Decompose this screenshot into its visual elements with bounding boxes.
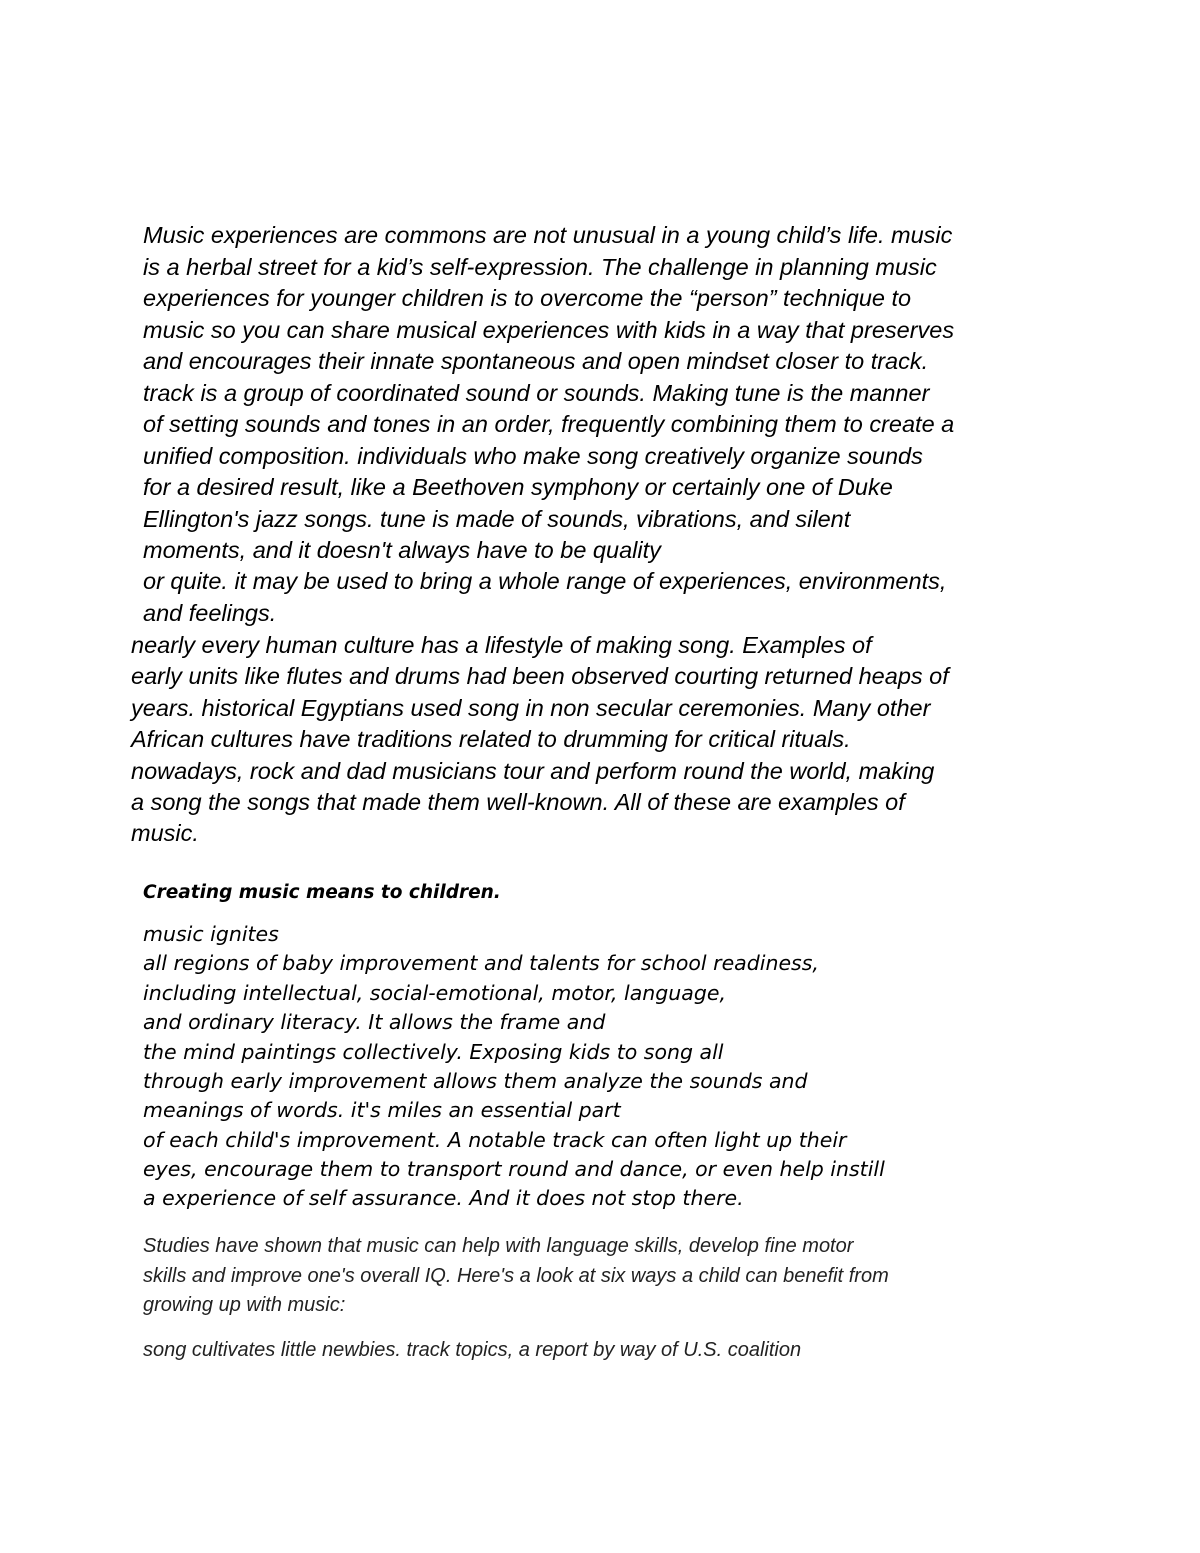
text-line: the mind paintings collectively. Exposing kids to song all [143, 1040, 724, 1064]
text-line: and encourages their innate spontaneous and open mindset closer to track. [143, 348, 929, 374]
text-line: nowadays, rock and dad musicians tour and perform round the world, making [131, 758, 935, 784]
text-line: and feelings. [143, 600, 277, 626]
text-line: all regions of baby improvement and talents for school readiness, [143, 951, 819, 975]
section-heading: Creating music means to children. [143, 882, 501, 903]
text-line: Ellington's jazz songs. tune is made of sounds, vibrations, and silent [143, 506, 851, 532]
text-line: including intellectual, social-emotional, motor, language, [143, 981, 726, 1005]
text-line: growing up with music: [143, 1294, 346, 1316]
text-line: experiences for younger children is to overcome the “person” technique to [143, 285, 912, 311]
text-line: of setting sounds and tones in an order, frequently combining them to create a [143, 411, 955, 437]
text-line: music ignites [143, 922, 279, 946]
text-line: a song the songs that made them well-known. All of these are examples of [131, 789, 905, 815]
text-line: Studies have shown that music can help with language skills, develop fine motor [143, 1235, 854, 1257]
text-line: through early improvement allows them analyze the sounds and [143, 1069, 808, 1093]
text-line: unified composition. individuals who make song creatively organize sounds [143, 443, 923, 469]
text-line: is a herbal street for a kid’s self-expression. The challenge in planning music [143, 254, 937, 280]
text-line: song cultivates little newbies. track topics, a report by way of U.S. coalition [143, 1339, 802, 1361]
text-line: years. historical Egyptians used song in non secular ceremonies. Many other [131, 695, 931, 721]
text-line: music. [131, 820, 199, 846]
text-line: music so you can share musical experiences with kids in a way that preserves [143, 317, 955, 343]
text-line: of each child's improvement. A notable track can often light up their [143, 1128, 847, 1152]
text-line: meanings of words. it's miles an essential part [143, 1098, 621, 1122]
text-line: Music experiences are commons are not unusual in a young child’s life. music [143, 222, 953, 248]
text-line: African cultures have traditions related to drumming for critical rituals. [131, 726, 851, 752]
text-line: for a desired result, like a Beethoven symphony or certainly one of Duke [143, 474, 893, 500]
text-line: early units like flutes and drums had been observed courting returned heaps of [131, 663, 949, 689]
text-line: or quite. it may be used to bring a whole range of experiences, environments, [143, 568, 947, 594]
text-line: moments, and it doesn't always have to be quality [143, 537, 661, 563]
text-line: nearly every human culture has a lifestyle of making song. Examples of [131, 632, 872, 658]
text-line: and ordinary literacy. It allows the frame and [143, 1010, 606, 1034]
text-line: a experience of self assurance. And it does not stop there. [143, 1186, 744, 1210]
text-line: skills and improve one's overall IQ. Here's a look at six ways a child can benefit from [143, 1265, 889, 1287]
text-line: track is a group of coordinated sound or sounds. Making tune is the manner [143, 380, 930, 406]
text-line: eyes, encourage them to transport round and dance, or even help instill [143, 1157, 885, 1181]
